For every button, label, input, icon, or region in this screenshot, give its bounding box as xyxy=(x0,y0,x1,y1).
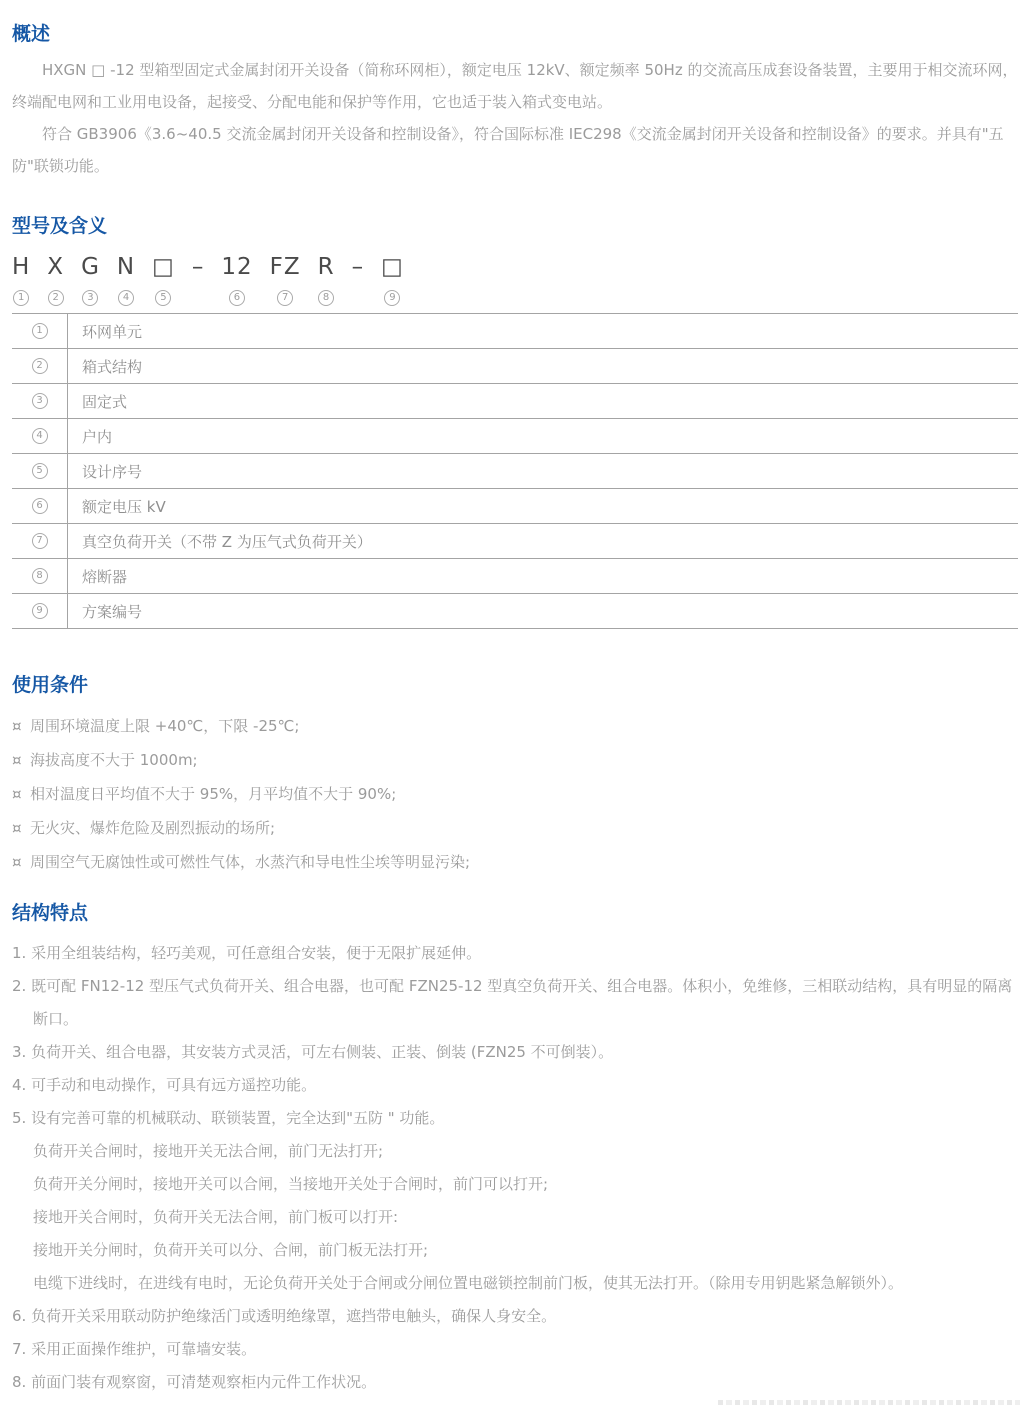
circled-number: 6 xyxy=(32,498,48,514)
overview-paragraph: HXGN □ -12 型箱型固定式金属封闭开关设备（简称环网柜），额定电压 12kV、额定频率 50Hz 的交流高压成套设备装置，主要用于相交流环网，终端配电网和工业用电设备，起接受、分配电能和保护等作用，它也适于装入箱式变电站。 xyxy=(12,61,1018,111)
table-row xyxy=(12,489,1018,524)
list-item: 5. 设有完善可靠的机械联动、联锁装置，完全达到"五防 " 功能。 xyxy=(12,1109,445,1127)
model-slot xyxy=(47,254,64,303)
model-slot xyxy=(152,254,175,303)
model-section xyxy=(12,214,1018,629)
circled-number: 5 xyxy=(155,290,171,306)
model-slot xyxy=(381,254,404,303)
condition-text: 相对温度日平均值不大于 95%，月平均值不大于 90%; xyxy=(30,785,397,803)
table-row xyxy=(12,419,1018,454)
model-symbol: H xyxy=(12,254,31,280)
circled-number: 1 xyxy=(32,323,48,339)
circled-number: 1 xyxy=(13,290,29,306)
table-row xyxy=(12,594,1018,629)
features-list xyxy=(12,937,1018,1399)
table-cell-desc: 环网单元 xyxy=(82,322,143,341)
model-placeholder-square: □ xyxy=(152,254,175,280)
list-item xyxy=(12,845,1018,879)
circled-number: 9 xyxy=(32,603,48,619)
features-heading: 结构特点 xyxy=(12,902,89,924)
model-slot xyxy=(12,254,30,303)
list-item: 4. 可手动和电动操作，可具有远方遥控功能。 xyxy=(12,1076,317,1094)
circled-number: 8 xyxy=(32,568,48,584)
table-cell-desc: 设计序号 xyxy=(82,462,143,481)
circled-number: 8 xyxy=(318,290,334,306)
condition-text: 无火灾、爆炸危险及剧烈振动的场所; xyxy=(30,819,276,837)
circled-number: 6 xyxy=(229,290,245,306)
features-section xyxy=(12,901,1018,1399)
circled-number: 5 xyxy=(32,463,48,479)
condition-text: 海拔高度不大于 1000m; xyxy=(30,751,198,769)
model-slot xyxy=(117,254,135,303)
list-item: 1. 采用全组装结构，轻巧美观，可任意组合安装，便于无限扩展延伸。 xyxy=(12,944,482,962)
table-row xyxy=(12,524,1018,559)
bullet-glyph: ¤ xyxy=(12,717,22,735)
overview-paragraph: 符合 GB3906《3.6~40.5 交流金属封闭开关设备和控制设备》，符合国际标准 IEC298《交流金属封闭开关设备和控制设备》的要求。并具有"五防"联锁功能。 xyxy=(12,125,1004,175)
list-item xyxy=(12,709,1018,743)
list-item: 2. 既可配 FN12-12 型压气式负荷开关、组合电器，也可配 FZN25-12 型真空负荷开关、组合电器。体积小，免维修，三相联动结构，具有明显的隔离断口。 xyxy=(12,977,1013,1028)
table-cell-desc: 户内 xyxy=(82,427,113,446)
bullet-glyph: ¤ xyxy=(12,785,22,803)
model-dash: – xyxy=(191,254,205,280)
conditions-heading: 使用条件 xyxy=(12,674,89,696)
bullet-glyph: ¤ xyxy=(12,819,22,837)
model-heading: 型号及含义 xyxy=(12,215,108,237)
table-cell-desc: 额定电压 kV xyxy=(82,497,166,516)
list-item: 8. 前面门装有观察窗，可清楚观察柜内元件工作状况。 xyxy=(12,1373,377,1391)
circled-number: 3 xyxy=(32,393,48,409)
circled-number: 7 xyxy=(32,533,48,549)
model-meaning-table xyxy=(12,313,1018,629)
table-cell-desc: 熔断器 xyxy=(82,567,128,586)
list-item: 3. 负荷开关、组合电器，其安装方式灵活，可左右侧装、正装、倒装 (FZN25 不可倒装）。 xyxy=(12,1043,614,1061)
model-slot xyxy=(221,254,252,303)
circled-number: 4 xyxy=(32,428,48,444)
conditions-list xyxy=(12,709,1018,879)
overview-body xyxy=(12,54,1018,182)
cutoff-text-sliver xyxy=(718,1400,1020,1405)
bullet-glyph: ¤ xyxy=(12,853,22,871)
model-symbol: N xyxy=(116,254,136,280)
list-item xyxy=(12,777,1018,811)
circled-number: 3 xyxy=(82,290,98,306)
list-item xyxy=(12,811,1018,845)
table-cell-desc: 方案编号 xyxy=(82,602,143,621)
list-subitem: 负荷开关合闸时，接地开关无法合闸，前门无法打开; xyxy=(33,1142,384,1160)
model-slot xyxy=(270,254,301,303)
list-subitem: 负荷开关分闸时，接地开关可以合闸，当接地开关处于合闸时，前门可以打开; xyxy=(33,1175,549,1193)
model-slot xyxy=(192,254,205,303)
model-symbol: FZ xyxy=(269,254,301,280)
list-item: 7. 采用正面操作维护，可靠墙安装。 xyxy=(12,1340,257,1358)
list-item: 6. 负荷开关采用联动防护绝缘活门或透明绝缘罩，遮挡带电触头，确保人身安全。 xyxy=(12,1307,557,1325)
model-designation-row xyxy=(12,254,1018,303)
model-placeholder-square: □ xyxy=(381,254,404,280)
list-subitem: 电缆下进线时，在进线有电时，无论负荷开关处于合闸或分闸位置电磁锁控制前门板，使其无法打开。（除用专用钥匙紧急解锁外）。 xyxy=(33,1274,904,1292)
model-slot xyxy=(81,254,100,303)
model-slot xyxy=(352,254,365,303)
table-row xyxy=(12,384,1018,419)
circled-number: 2 xyxy=(48,290,64,306)
table-cell-desc: 固定式 xyxy=(82,392,128,411)
list-item xyxy=(12,743,1018,777)
bullet-glyph: ¤ xyxy=(12,751,22,769)
table-row xyxy=(12,314,1018,349)
model-symbol: G xyxy=(81,254,100,280)
table-row xyxy=(12,349,1018,384)
model-dash: – xyxy=(351,254,365,280)
table-row xyxy=(12,559,1018,594)
circled-number: 4 xyxy=(118,290,134,306)
overview-heading: 概述 xyxy=(12,23,51,45)
conditions-section xyxy=(12,673,1018,879)
model-slot xyxy=(318,254,335,303)
table-row xyxy=(12,454,1018,489)
table-cell-desc: 箱式结构 xyxy=(82,357,143,376)
condition-text: 周围环境温度上限 +40℃，下限 -25℃; xyxy=(30,717,300,735)
table-cell-desc: 真空负荷开关（不带 Z 为压气式负荷开关） xyxy=(82,532,372,551)
model-symbol: R xyxy=(317,254,335,280)
circled-number: 9 xyxy=(384,290,400,306)
condition-text: 周围空气无腐蚀性或可燃性气体，水蒸汽和导电性尘埃等明显污染; xyxy=(30,853,471,871)
model-symbol: 12 xyxy=(221,254,253,280)
circled-number: 2 xyxy=(32,358,48,374)
model-symbol: X xyxy=(47,254,65,280)
circled-number: 7 xyxy=(277,290,293,306)
list-subitem: 接地开关合闸时，负荷开关无法合闸，前门板可以打开: xyxy=(33,1208,399,1226)
list-subitem: 接地开关分闸时，负荷开关可以分、合闸，前门板无法打开; xyxy=(33,1241,429,1259)
